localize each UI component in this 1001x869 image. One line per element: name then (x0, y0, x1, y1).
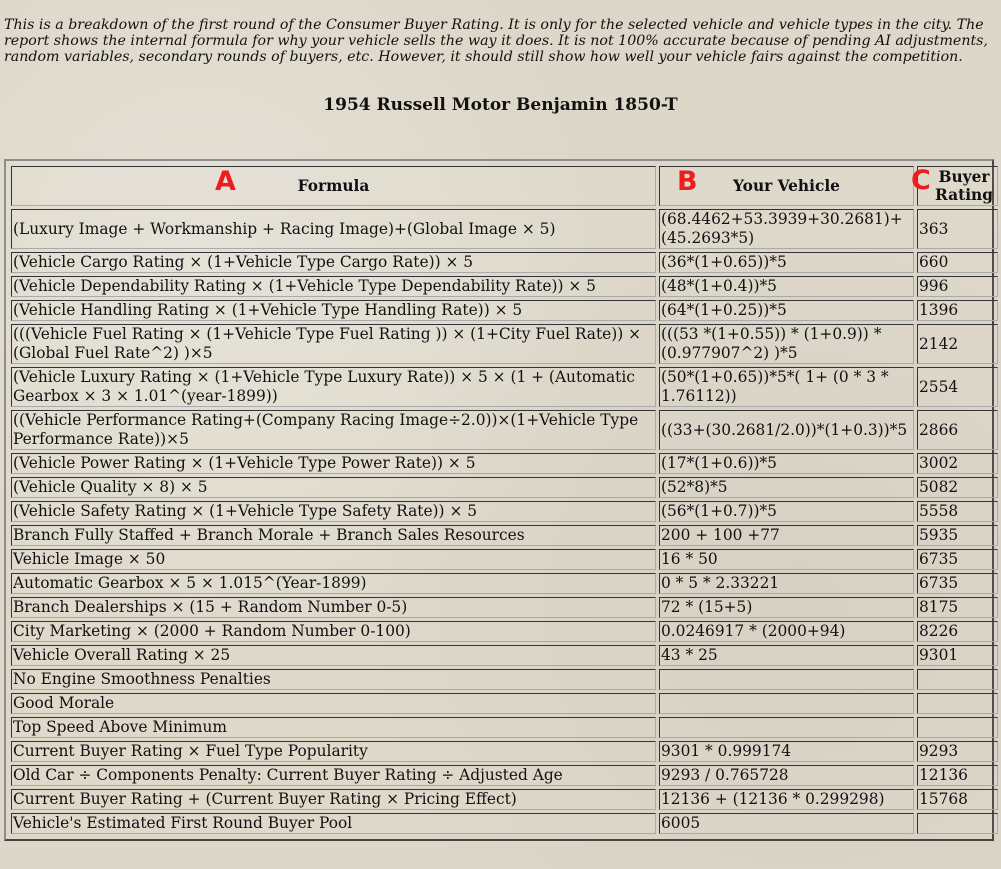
table-row (11, 477, 998, 498)
formula-cell: City Marketing × (2000 + Random Number 0-100) (11, 621, 656, 642)
rating-cell (917, 693, 998, 714)
buyer-rating-header-label: Buyer Rating (934, 168, 994, 204)
vehicle-cell: 0.0246917 * (2000+94) (659, 621, 914, 642)
intro-text: This is a breakdown of the first round of the Consumer Buyer Rating. It is only for the selected vehicle and vehicle types in the city. The report shows the internal formula for why your vehicle sells the way it does. It is not 100% accurate because of pending AI adjustments, random variables, secondary rounds of buyers, etc. However, it should still show how well your vehicle fairs against the competition. (4, 17, 988, 65)
vehicle-cell: 16 * 50 (659, 549, 914, 570)
rating-cell (917, 669, 998, 690)
table-row (11, 367, 998, 407)
table-row (11, 597, 998, 618)
vehicle-cell: 43 * 25 (659, 645, 914, 666)
vehicle-cell (659, 717, 914, 738)
formula-cell: Good Morale (11, 693, 656, 714)
rating-cell: 12136 (917, 765, 998, 786)
buyer-rating-table (8, 163, 1001, 837)
vehicle-cell: (52*8)*5 (659, 477, 914, 498)
rating-cell (917, 717, 998, 738)
formula-cell: (Vehicle Cargo Rating × (1+Vehicle Type Cargo Rate)) × 5 (11, 252, 656, 273)
marker-a: A (215, 166, 236, 197)
formula-cell: (Vehicle Handling Rating × (1+Vehicle Type Handling Rate)) × 5 (11, 300, 656, 321)
formula-cell: (Vehicle Safety Rating × (1+Vehicle Type Safety Rate)) × 5 (11, 501, 656, 522)
table-row (11, 813, 998, 834)
rating-cell: 996 (917, 276, 998, 297)
table-row (11, 525, 998, 546)
formula-cell: Current Buyer Rating × Fuel Type Popularity (11, 741, 656, 762)
table-row (11, 252, 998, 273)
rating-cell: 9301 (917, 645, 998, 666)
rating-cell: 363 (917, 209, 998, 249)
table-row (11, 300, 998, 321)
table-row (11, 765, 998, 786)
vehicle-cell (659, 669, 914, 690)
table-row (11, 573, 998, 594)
formula-cell: Branch Fully Staffed + Branch Morale + Branch Sales Resources (11, 525, 656, 546)
buyer-rating-header (911, 165, 998, 206)
vehicle-cell: (56*(1+0.7))*5 (659, 501, 914, 522)
buyer-rating-table-frame (4, 159, 994, 841)
vehicle-cell: 9301 * 0.999174 (659, 741, 914, 762)
formula-cell: Vehicle Overall Rating × 25 (11, 645, 656, 666)
formula-cell: Old Car ÷ Components Penalty: Current Buyer Rating ÷ Adjusted Age (11, 765, 656, 786)
vehicle-cell: (36*(1+0.65))*5 (659, 252, 914, 273)
table-row (11, 717, 998, 738)
formula-cell: (Vehicle Power Rating × (1+Vehicle Type Power Rate)) × 5 (11, 453, 656, 474)
vehicle-cell: (50*(1+0.65))*5*( 1+ (0 * 3 * 1.76112)) (659, 367, 914, 407)
vehicle-cell: (64*(1+0.25))*5 (659, 300, 914, 321)
formula-header (11, 166, 656, 206)
table-row (11, 276, 998, 297)
rating-cell: 660 (917, 252, 998, 273)
rating-cell: 2142 (917, 324, 998, 364)
table-row (11, 453, 998, 474)
vehicle-cell (659, 693, 914, 714)
rating-cell: 2866 (917, 410, 998, 450)
marker-c: C (911, 165, 931, 196)
rating-cell: 15768 (917, 789, 998, 810)
vehicle-cell: (17*(1+0.6))*5 (659, 453, 914, 474)
vehicle-title: 1954 Russell Motor Benjamin 1850-T (323, 95, 678, 115)
formula-cell: Automatic Gearbox × 5 × 1.015^(Year-1899) (11, 573, 656, 594)
rating-cell: 1396 (917, 300, 998, 321)
rating-cell: 3002 (917, 453, 998, 474)
vehicle-cell: 200 + 100 +77 (659, 525, 914, 546)
rating-cell: 6735 (917, 573, 998, 594)
rating-cell: 2554 (917, 367, 998, 407)
your-vehicle-header (659, 166, 914, 206)
table-row (11, 501, 998, 522)
rating-cell: 9293 (917, 741, 998, 762)
table-row (11, 410, 998, 450)
formula-cell: (Luxury Image + Workmanship + Racing Image)+(Global Image × 5) (11, 209, 656, 249)
vehicle-cell: (((53 *(1+0.55)) * (1+0.9)) * (0.977907^2) )*5 (659, 324, 914, 364)
rating-cell (917, 813, 998, 834)
rating-cell: 5082 (917, 477, 998, 498)
vehicle-cell: 12136 + (12136 * 0.299298) (659, 789, 914, 810)
rating-cell: 5558 (917, 501, 998, 522)
table-row (11, 693, 998, 714)
rating-cell: 6735 (917, 549, 998, 570)
formula-cell: Vehicle Image × 50 (11, 549, 656, 570)
vehicle-cell: (48*(1+0.4))*5 (659, 276, 914, 297)
vehicle-cell: 9293 / 0.765728 (659, 765, 914, 786)
rating-cell: 5935 (917, 525, 998, 546)
formula-cell: (Vehicle Dependability Rating × (1+Vehicle Type Dependability Rate)) × 5 (11, 276, 656, 297)
formula-cell: (Vehicle Quality × 8) × 5 (11, 477, 656, 498)
rating-cell: 8175 (917, 597, 998, 618)
formula-cell: Branch Dealerships × (15 + Random Number 0-5) (11, 597, 656, 618)
formula-cell: ((Vehicle Performance Rating+(Company Racing Image÷2.0))×(1+Vehicle Type Performance Rate))×5 (11, 410, 656, 450)
rating-cell: 8226 (917, 621, 998, 642)
your-vehicle-header-label: Your Vehicle (733, 176, 840, 195)
table-row (11, 324, 998, 364)
table-row (11, 741, 998, 762)
formula-cell: Top Speed Above Minimum (11, 717, 656, 738)
table-body (11, 209, 998, 834)
table-row (11, 669, 998, 690)
marker-b: B (677, 166, 698, 197)
table-row (11, 549, 998, 570)
formula-cell: Vehicle's Estimated First Round Buyer Pool (11, 813, 656, 834)
formula-cell: (Vehicle Luxury Rating × (1+Vehicle Type Luxury Rate)) × 5 × (1 + (Automatic Gearbox × 3 × 1.01^(year-1899)) (11, 367, 656, 407)
table-row (11, 209, 998, 249)
formula-cell: Current Buyer Rating + (Current Buyer Rating × Pricing Effect) (11, 789, 656, 810)
table-row (11, 621, 998, 642)
formula-header-label: Formula (297, 176, 370, 195)
vehicle-cell: ((33+(30.2681/2.0))*(1+0.3))*5 (659, 410, 914, 450)
header-row (11, 166, 998, 206)
table-row (11, 789, 998, 810)
formula-cell: No Engine Smoothness Penalties (11, 669, 656, 690)
vehicle-cell: (68.4462+53.3939+30.2681)+(45.2693*5) (659, 209, 914, 249)
vehicle-cell: 0 * 5 * 2.33221 (659, 573, 914, 594)
table-row (11, 645, 998, 666)
vehicle-cell: 6005 (659, 813, 914, 834)
formula-cell: (((Vehicle Fuel Rating × (1+Vehicle Type Fuel Rating )) × (1+City Fuel Rate)) × (Global Fuel Rate^2) )×5 (11, 324, 656, 364)
vehicle-cell: 72 * (15+5) (659, 597, 914, 618)
